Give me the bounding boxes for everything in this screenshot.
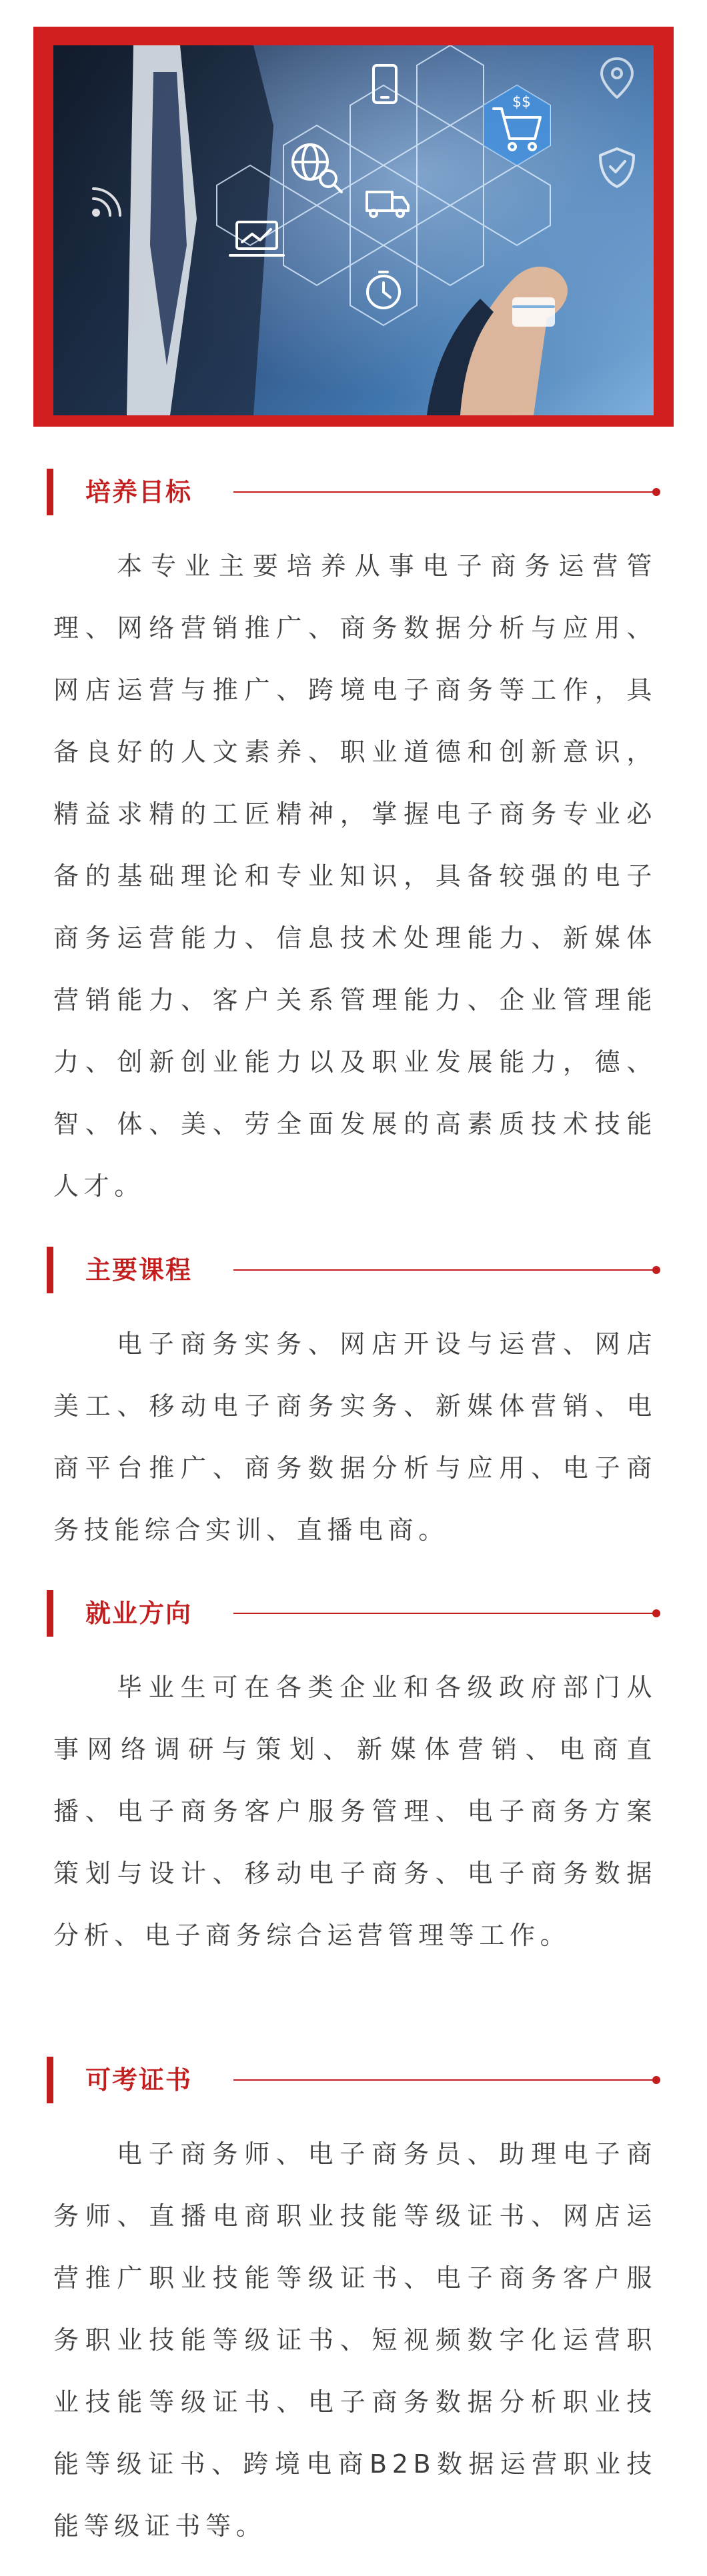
section-header [47, 1247, 660, 1293]
section-title: 培养目标 [85, 477, 193, 507]
section-body: 电子商务实务、网店开设与运营、网店美工、移动电子商务实务、新媒体营销、电商平台推广、商务数据分析与应用、电子商务技能综合实训、直播电商。 [53, 1329, 657, 1545]
header-accent-bar [47, 2057, 53, 2103]
section-header [47, 1590, 660, 1637]
section-title: 就业方向 [85, 1599, 193, 1628]
header-accent-bar [47, 1247, 53, 1293]
hero-image [53, 45, 654, 415]
header-divider-dot [652, 1266, 660, 1274]
section-body: 电子商务师、电子商务员、助理电子商务师、直播电商职业技能等级证书、网店运营推广职业技能等级证书、电子商务客户服务职业技能等级证书、短视频数字化运营职业技能等级证书、电子商务数据分析职业技能等级证书、跨境电商B2B数据运营职业技能等级证书等。 [53, 2139, 657, 2541]
header-divider-line [233, 491, 654, 493]
section-title: 可考证书 [85, 2065, 193, 2095]
credit-card-icon [514, 299, 554, 325]
section-training-goals [47, 469, 660, 1217]
section-body: 本专业主要培养从事电子商务运营管理、网络营销推广、商务数据分析与应用、网店运营与推广、跨境电子商务等工作，具备良好的人文素养、职业道德和创新意识，精益求精的工匠精神，掌握电子商务专业必备的基础理论和专业知识，具备较强的电子商务运营能力、信息技术处理能力、新媒体营销能力、客户关系管理能力、企业管理能力、创新创业能力以及职业发展能力，德、智、体、美、劳全面发展的高素质技术技能人才。 [53, 551, 657, 1201]
header-accent-bar [47, 469, 53, 515]
svg-text:$$: $$ [512, 94, 531, 111]
header-divider-dot [652, 1609, 660, 1617]
header-divider-line [233, 1613, 654, 1614]
section-career-direction [47, 1590, 660, 1967]
hero-illustration [53, 45, 654, 415]
header-divider-line [233, 1269, 654, 1271]
section-header [47, 469, 660, 515]
header-divider-line [233, 2079, 654, 2081]
section-header [47, 2057, 660, 2103]
header-accent-bar [47, 1590, 53, 1637]
header-divider-dot [652, 488, 660, 496]
header-divider-dot [652, 2076, 660, 2084]
section-main-courses [47, 1247, 660, 1561]
section-body: 毕业生可在各类企业和各级政府部门从事网络调研与策划、新媒体营销、电商直播、电子商务客户服务管理、电子商务方案策划与设计、移动电子商务、电子商务数据分析、电子商务综合运营管理等工作。 [53, 1673, 657, 1950]
section-title: 主要课程 [85, 1255, 193, 1285]
section-certificates [47, 2057, 660, 2557]
